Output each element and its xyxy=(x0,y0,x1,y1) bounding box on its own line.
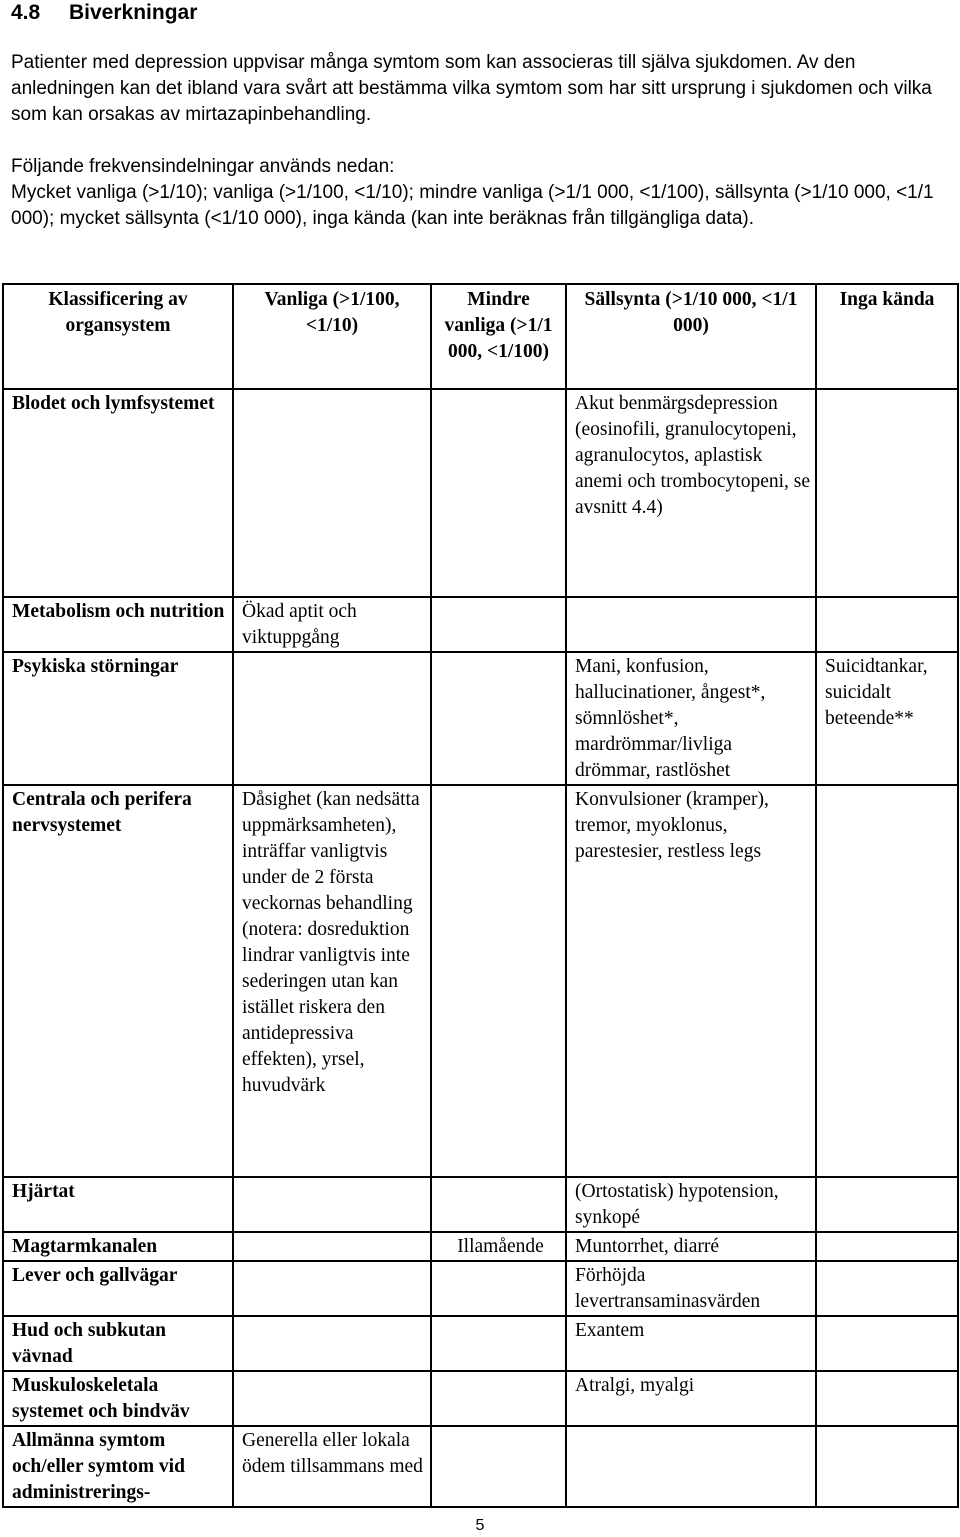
rare-cell: Konvulsioner (kramper), tremor, myoklonus, parestesier, restless legs xyxy=(566,785,816,1177)
uncommon-cell xyxy=(431,597,566,652)
organ-class-cell: Psykiska störningar xyxy=(3,652,233,785)
uncommon-cell xyxy=(431,1177,566,1232)
header-rare: Sällsynta (>1/10 000, <1/1 000) xyxy=(566,284,816,389)
uncommon-cell xyxy=(431,1426,566,1507)
rare-cell xyxy=(566,597,816,652)
common-cell: Dåsighet (kan nedsätta uppmärksamheten), inträffar vanligtvis under de 2 första veckornas behandling (notera: dosreduktion lindrar vanligtvis inte sederingen utan kan istället riskera den antidepressiva effekten), yrsel, huvudvärk xyxy=(233,785,431,1177)
adverse-reactions-table xyxy=(2,283,959,1508)
not-known-cell xyxy=(816,785,958,1177)
frequency-paragraph xyxy=(11,154,946,232)
table-row xyxy=(3,785,958,1177)
rare-cell: Muntorrhet, diarré xyxy=(566,1232,816,1261)
header-uncommon: Mindre vanliga (>1/1 000, <1/100) xyxy=(431,284,566,389)
not-known-cell: Suicidtankar, suicidalt beteende** xyxy=(816,652,958,785)
rare-cell: Mani, konfusion, hallucinationer, ångest*, sömnlöshet*, mardrömmar/livliga drömmar, rastlöshet xyxy=(566,652,816,785)
table-row xyxy=(3,389,958,597)
common-cell: Generella eller lokala ödem tillsammans med xyxy=(233,1426,431,1507)
common-cell: Ökad aptit och viktuppgång xyxy=(233,597,431,652)
common-cell xyxy=(233,389,431,597)
not-known-cell xyxy=(816,1232,958,1261)
table-row xyxy=(3,1177,958,1232)
page-number: 5 xyxy=(475,1517,485,1534)
organ-class-cell: Hjärtat xyxy=(3,1177,233,1232)
rare-cell: Akut benmärgsdepression (eosinofili, granulocytopeni, agranulocytos, aplastisk anemi och trombocytopeni, se avsnitt 4.4) xyxy=(566,389,816,597)
common-cell xyxy=(233,652,431,785)
organ-class-cell: Muskuloskeletala systemet och bindväv xyxy=(3,1371,233,1426)
organ-class-cell: Metabolism och nutrition xyxy=(3,597,233,652)
table-row xyxy=(3,1232,958,1261)
uncommon-cell xyxy=(431,652,566,785)
rare-cell: Exantem xyxy=(566,1316,816,1371)
header-organ-class: Klassificering av organsystem xyxy=(3,284,233,389)
not-known-cell xyxy=(816,1261,958,1316)
organ-class-cell: Allmänna symtom och/eller symtom vid administrerings- xyxy=(3,1426,233,1507)
table-row xyxy=(3,652,958,785)
organ-class-cell: Magtarmkanalen xyxy=(3,1232,233,1261)
organ-class-cell: Blodet och lymfsystemet xyxy=(3,389,233,597)
common-cell xyxy=(233,1316,431,1371)
section-title: Biverkningar xyxy=(69,1,198,24)
not-known-cell xyxy=(816,1177,958,1232)
frequency-definitions: Mycket vanliga (>1/10); vanliga (>1/100, <1/10); mindre vanliga (>1/1 000, <1/100), sällsynta (>1/10 000, <1/1 000); mycket sällsynta (<1/10 000), inga kända (kan inte beräknas från tillgängliga data). xyxy=(11,182,934,229)
rare-cell xyxy=(566,1426,816,1507)
rare-cell: (Ortostatisk) hypotension, synkopé xyxy=(566,1177,816,1232)
intro-paragraph: Patienter med depression uppvisar många symtom som kan associeras till själva sjukdomen. Av den anledningen kan det ibland vara svårt att bestämma vilka symtom som har sitt ursprung i sjukdomen och vilka som kan orsakas av mirtazapinbehandling. xyxy=(11,52,932,125)
not-known-cell xyxy=(816,1426,958,1507)
section-heading xyxy=(11,0,197,26)
common-cell xyxy=(233,1371,431,1426)
not-known-cell xyxy=(816,597,958,652)
uncommon-cell xyxy=(431,1371,566,1426)
organ-class-cell: Hud och subkutan vävnad xyxy=(3,1316,233,1371)
common-cell xyxy=(233,1177,431,1232)
common-cell xyxy=(233,1261,431,1316)
uncommon-cell xyxy=(431,389,566,597)
uncommon-cell xyxy=(431,1261,566,1316)
not-known-cell xyxy=(816,1316,958,1371)
header-common: Vanliga (>1/100, <1/10) xyxy=(233,284,431,389)
table-row xyxy=(3,1316,958,1371)
table-header-row xyxy=(3,284,958,389)
header-not-known: Inga kända xyxy=(816,284,958,389)
uncommon-cell xyxy=(431,785,566,1177)
frequency-intro: Följande frekvensindelningar används nedan: xyxy=(11,156,395,177)
uncommon-cell: Illamående xyxy=(431,1232,566,1261)
organ-class-cell: Lever och gallvägar xyxy=(3,1261,233,1316)
organ-class-cell: Centrala och perifera nervsystemet xyxy=(3,785,233,1177)
section-number: 4.8 xyxy=(11,1,41,24)
table-row xyxy=(3,597,958,652)
table-row xyxy=(3,1426,958,1507)
rare-cell: Atralgi, myalgi xyxy=(566,1371,816,1426)
not-known-cell xyxy=(816,1371,958,1426)
uncommon-cell xyxy=(431,1316,566,1371)
not-known-cell xyxy=(816,389,958,597)
table-row xyxy=(3,1371,958,1426)
table-row xyxy=(3,1261,958,1316)
rare-cell: Förhöjda levertransaminasvärden xyxy=(566,1261,816,1316)
common-cell xyxy=(233,1232,431,1261)
